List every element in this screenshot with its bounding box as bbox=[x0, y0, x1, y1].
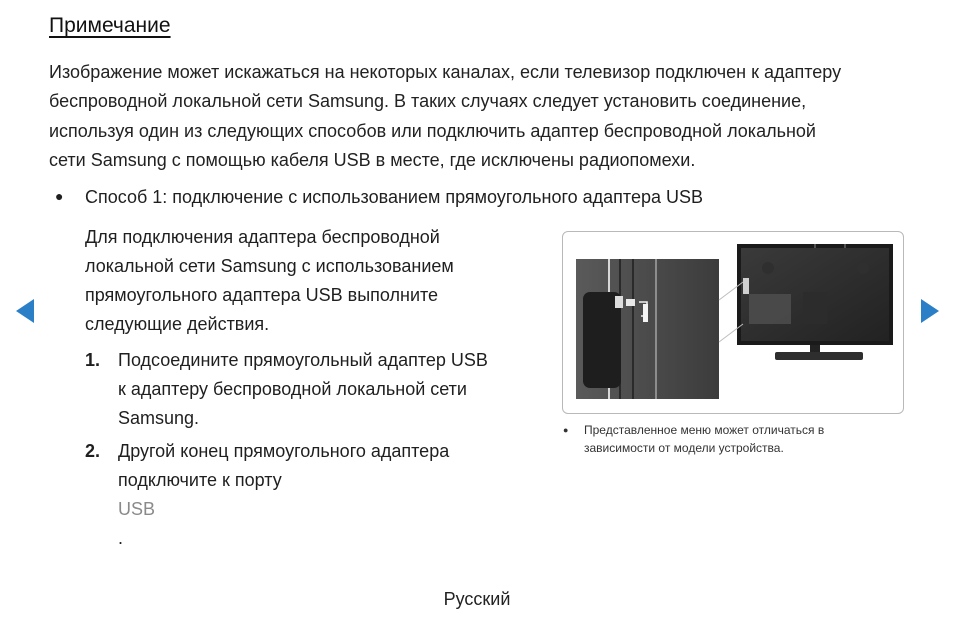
intro-line: используя один из следующих способов или подключить адаптер беспроводной локальной bbox=[49, 120, 816, 141]
note-line: Представленное меню может отличаться в bbox=[584, 423, 825, 437]
description-line: Для подключения адаптера беспроводной bbox=[85, 227, 440, 247]
bullet-icon: ● bbox=[55, 188, 64, 204]
step-line-suffix: . bbox=[118, 528, 124, 548]
step-line: Подсоедините прямоугольный адаптер USB bbox=[118, 350, 488, 370]
note-line: зависимости от модели устройства. bbox=[584, 441, 784, 455]
page-title: Примечание bbox=[49, 14, 171, 37]
arrow-left-icon[interactable] bbox=[16, 299, 34, 323]
step-text bbox=[118, 437, 449, 553]
arrow-right-icon[interactable] bbox=[921, 299, 939, 323]
step-line-prefix: подключите к порту bbox=[118, 470, 282, 490]
usb-key-label: USB bbox=[118, 499, 156, 519]
description-line: локальной сети Samsung с использованием bbox=[85, 256, 454, 276]
connection-illustration bbox=[562, 231, 904, 414]
step-line bbox=[118, 466, 449, 553]
language-footer: Русский bbox=[443, 589, 511, 609]
intro-paragraph bbox=[49, 58, 919, 175]
bullet-icon: ● bbox=[563, 425, 569, 435]
method-heading-text: Способ 1: подключение с использованием прямоугольного адаптера USB bbox=[85, 187, 703, 207]
intro-line: беспроводной локальной сети Samsung. В таких случаях следует установить соединение, bbox=[49, 91, 807, 112]
note-text bbox=[584, 421, 824, 457]
intro-line: Изображение может искажаться на некоторых каналах, если телевизор подключен к адаптеру bbox=[49, 62, 842, 82]
description-line: прямоугольного адаптера USB выполните bbox=[85, 285, 439, 305]
step-line: к адаптеру беспроводной локальной сети bbox=[118, 379, 467, 399]
step-number: 2. bbox=[85, 441, 101, 461]
method-description bbox=[85, 223, 505, 339]
illustration-graphic bbox=[563, 232, 905, 415]
method-heading bbox=[49, 183, 703, 210]
step-number: 1. bbox=[85, 350, 101, 370]
step-line: Другой конец прямоугольного адаптера bbox=[118, 441, 450, 461]
description-line: следующие действия. bbox=[85, 314, 270, 334]
tv-back-closeup bbox=[576, 259, 719, 399]
intro-line: сети Samsung с помощью кабеля USB в месте, где исключены радиопомехи. bbox=[49, 149, 696, 170]
step-line: Samsung. bbox=[118, 408, 200, 428]
step-text bbox=[118, 346, 488, 433]
